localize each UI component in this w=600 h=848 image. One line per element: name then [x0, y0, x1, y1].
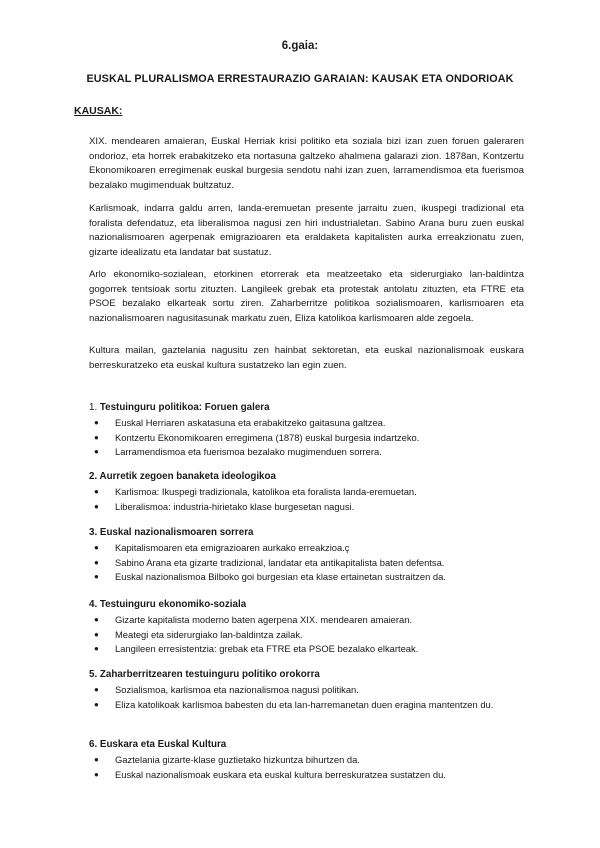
- main-heading: EUSKAL PLURALISMOA ERRESTAURAZIO GARAIAN: KAUSAK ETA ONDORIOAK: [86, 73, 514, 85]
- bullet-icon: ●: [94, 543, 99, 552]
- list-item: [94, 485, 529, 500]
- list-item-text: Sabino Arana eta gizarte tradizional, landatar eta antikapitalista baten defentsa.: [115, 556, 445, 568]
- section-2: [89, 470, 529, 514]
- list-item: [94, 416, 529, 431]
- section-number: 1.: [89, 402, 98, 413]
- list-item-text: Langileen erresistentzia: grebak eta FTRE eta PSOE bezalako elkarteak.: [115, 643, 419, 655]
- section-3: [89, 526, 529, 585]
- bullet-list: [89, 485, 529, 514]
- section-title: [89, 738, 529, 752]
- section-title: [89, 598, 529, 612]
- list-item: [94, 683, 529, 698]
- list-item-text: Euskal Herriaren askatasuna eta erabakitzeko gaitasuna galtzea.: [115, 417, 386, 428]
- bullet-list: [89, 613, 529, 657]
- list-item-text: Sozialismoa, karlismoa eta nazionalismoa nagusi politikan.: [115, 684, 359, 695]
- bullet-icon: ●: [94, 699, 99, 709]
- bullet-icon: ●: [94, 755, 99, 764]
- list-item-text: Eliza katolikoak karlismoa babesten du eta lan-harremanetan duen eragina mantentzen du.: [115, 698, 494, 710]
- bullet-icon: ●: [94, 615, 99, 624]
- list-item: [94, 500, 529, 515]
- section-6: [89, 738, 529, 782]
- list-item: [94, 570, 529, 585]
- list-item: [94, 556, 529, 571]
- list-item: [94, 431, 529, 446]
- list-item-text: Euskal nazionalismoak euskara eta euskal kultura berreskuratzea sustatzen du.: [115, 768, 446, 780]
- section-number: 6.: [89, 739, 98, 750]
- section-title: [89, 668, 529, 682]
- bullet-icon: ●: [94, 769, 99, 779]
- page-title: 6.gaia:: [281, 40, 319, 52]
- list-item: [94, 753, 529, 768]
- paragraph-4: Kultura mailan, gaztelania nagusitu zen hainbat sektoretan, eta euskal nazionalismoak euskara berreskuratzeko eta euskal kultura sustatzeko lan egin zuen.: [89, 345, 524, 371]
- bullet-icon: ●: [94, 501, 99, 511]
- section-1: [89, 401, 529, 460]
- section-title-text: Euskal nazionalismoaren sorrera: [99, 527, 254, 538]
- section-title: [89, 470, 529, 484]
- bullet-icon: ●: [94, 487, 99, 496]
- section-title-text: Aurretik zegoen banaketa ideologikoa: [99, 471, 276, 482]
- list-item-text: Meategi eta siderurgiako lan-baldintza zailak.: [115, 628, 303, 640]
- bullet-icon: ●: [94, 644, 99, 654]
- list-item: [94, 613, 529, 628]
- list-item: [94, 768, 529, 783]
- list-item-text: Karlismoa: Ikuspegi tradizionala, katolikoa eta foralista landa-eremuetan.: [115, 486, 417, 497]
- section-title-text: Zaharberritzearen testuinguru politiko orokorra: [99, 669, 320, 680]
- list-item: [94, 445, 529, 460]
- list-item-text: Kapitalismoaren eta emigrazioaren aurkako erreakzioa.ç: [115, 542, 350, 553]
- section-title-text: Euskara eta Euskal Kultura: [99, 739, 227, 750]
- bullet-icon: ●: [94, 685, 99, 694]
- bullet-icon: ●: [94, 447, 99, 457]
- section-5: [89, 668, 529, 712]
- section-number: 2.: [89, 471, 98, 482]
- list-item-text: Gizarte kapitalista moderno baten agerpena XIX. mendearen amaieran.: [115, 614, 413, 625]
- list-item-text: Kontzertu Ekonomikoaren erregimena (1878) euskal burgesia indartzeko.: [115, 431, 420, 443]
- section-title-text: Testuinguru ekonomiko-soziala: [99, 599, 247, 610]
- bullet-list: [89, 416, 529, 460]
- bullet-icon: ●: [94, 418, 99, 427]
- kausak-heading: KAUSAK:: [74, 105, 123, 117]
- bullet-icon: ●: [94, 557, 99, 567]
- list-item: [94, 628, 529, 643]
- paragraph-2: Karlismoak, indarra galdu arren, landa-eremuetan presente jarraitu zuen, ikuspegi tradizional eta foralista defendatuz, eta liberalismoa nagusi zen hiri industrialetan. Sabino Arana buru zuen euskal nazionalismoaren agerpenak emigrazioaren eta eraldaketa kapitalisten aurka erreakzionatu zuen, gizarte idealizatu eta landatar bat sustatuz.: [89, 203, 524, 259]
- bullet-list: [89, 683, 529, 712]
- bullet-icon: ●: [94, 572, 99, 582]
- section-number: 3.: [89, 527, 98, 538]
- list-item-text: Liberalismoa: industria-hirietako klase burgesetan nagusi.: [115, 500, 355, 512]
- section-title-text: Testuinguru politikoa: Foruen galera: [99, 402, 270, 413]
- list-item: [94, 642, 529, 657]
- section-title: [89, 401, 529, 415]
- list-item: [94, 698, 529, 713]
- bullet-list: [89, 753, 529, 782]
- list-item-text: Gaztelania gizarte-klase guztietako hizkuntza bihurtzen da.: [115, 754, 360, 765]
- bullet-list: [89, 541, 529, 585]
- list-item-text: Larramendismoa eta fuerismoa bezalako mugimenduen sorrera.: [115, 446, 382, 458]
- paragraph-1: XIX. mendearen amaieran, Euskal Herriak krisi politiko eta soziala bizi izan zuen foruen galeraren ondorioz, eta horrek erabakitzeko eta nortasuna galtzeko ahalmena galarazi zion. 1878an, Kontzertu Ekonomikoaren erregimenak euskal burgesia sendotu nahi izan zuen, larramendismoa eta fuerismoa bezalako mugimenduak bultzatuz.: [89, 136, 524, 192]
- paragraph-3: Arlo ekonomiko-sozialean, etorkinen etorrerak eta meatzeetako eta siderurgiako lan-baldintza gogorrek tentsioak sortu zituzten. Langileek grebak eta protestak antolatu zituzten, eta FTRE eta PSOE bezalako elkarteak sortu ziren. Zaharberritze politikoa sozialismoaren, karlismoaren eta nazionalismoaren nagusitasunak markatu zuen, Eliza katolikoa karlismoaren alde zegoela.: [89, 269, 524, 325]
- section-4: [89, 598, 529, 657]
- bullet-icon: ●: [94, 629, 99, 639]
- section-title: [89, 526, 529, 540]
- section-number: 5.: [89, 669, 98, 680]
- list-item: [94, 541, 529, 556]
- bullet-icon: ●: [94, 432, 99, 442]
- section-number: 4.: [89, 599, 98, 610]
- list-item-text: Euskal nazionalismoa Bilboko goi burgesian eta klase ertainetan sustraitzen da.: [115, 571, 446, 583]
